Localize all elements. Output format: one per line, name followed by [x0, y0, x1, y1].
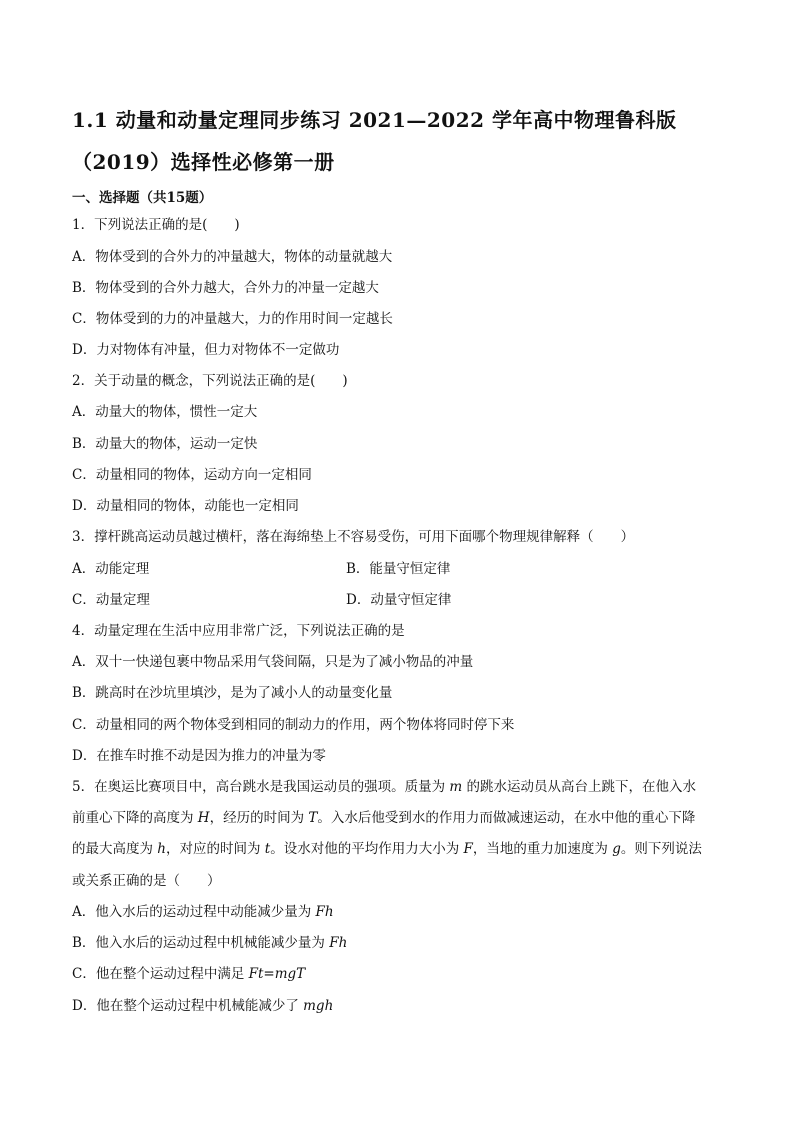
option-text: D．他在整个运动过程中机械能减少了 — [72, 998, 304, 1014]
stem-text: 。设水对他的平均作用力大小为 — [270, 841, 464, 857]
question-5-option-b — [72, 934, 347, 952]
stem-text: ，对应的时间为 — [166, 841, 265, 857]
stem-text: 前重心下降的高度为 — [72, 810, 198, 826]
question-1-stem: 1．下列说法正确的是( ) — [72, 217, 240, 233]
question-2-option-b: B．动量大的物体，运动一定快 — [72, 436, 258, 452]
math-variable: T — [308, 810, 318, 826]
question-5-stem-line-3 — [72, 840, 702, 858]
math-expression: Fh — [329, 935, 348, 951]
math-expression: Fh — [315, 904, 334, 920]
question-1-option-b: B．物体受到的合外力越大，合外力的冲量一定越大 — [72, 280, 379, 296]
question-5-stem-line-2 — [72, 809, 695, 827]
stem-text: ，当地的重力加速度为 — [472, 841, 613, 857]
stem-text: 的跳水运动员从高台上跳下，在他入水 — [462, 779, 696, 795]
question-5-option-d — [72, 997, 333, 1015]
math-variable: t — [264, 841, 271, 857]
question-3-stem: 3．撑杆跳高运动员越过横杆，落在海绵垫上不容易受伤，可用下面哪个物理规律解释（ ） — [72, 529, 635, 545]
question-2-option-c: C．动量相同的物体，运动方向一定相同 — [72, 467, 312, 483]
question-2-option-d: D．动量相同的物体，动能也一定相同 — [72, 498, 299, 514]
question-4-stem: 4．动量定理在生活中应用非常广泛，下列说法正确的是 — [72, 623, 405, 639]
stem-text: 。则下列说法 — [620, 841, 702, 857]
document-title-line1: 1.1 动量和动量定理同步练习 2021—2022 学年高中物理鲁科版 — [72, 108, 677, 132]
option-text: C．他在整个运动过程中满足 — [72, 966, 249, 982]
question-3-option-c: C．动量定理 — [72, 592, 150, 608]
document-title-line2: （2019）选择性必修第一册 — [72, 150, 335, 174]
question-5-option-a — [72, 903, 334, 921]
question-4-option-a: A．双十一快递包裹中物品采用气袋间隔，只是为了减小物品的冲量 — [72, 654, 474, 670]
question-5-stem-line-4 — [72, 872, 221, 890]
question-4-option-c: C．动量相同的两个物体受到相同的制动力的作用，两个物体将同时停下来 — [72, 717, 515, 733]
question-2-option-a: A．动量大的物体，惯性一定大 — [72, 404, 258, 420]
question-1-option-a: A．物体受到的合外力的冲量越大，物体的动量就越大 — [72, 249, 393, 265]
math-variable: g — [612, 841, 621, 857]
question-5-option-c — [72, 965, 305, 983]
question-4-option-b: B．跳高时在沙坑里填沙，是为了减小人的动量变化量 — [72, 685, 393, 701]
math-variable: h — [157, 841, 166, 857]
stem-text: ，经历的时间为 — [209, 810, 309, 826]
option-text: A．他入水后的运动过程中动能减少量为 — [72, 904, 316, 920]
option-text: B．他入水后的运动过程中机械能减少量为 — [72, 935, 330, 951]
math-variable: H — [197, 810, 210, 826]
stem-text: 或关系正确的是（ ） — [72, 873, 221, 889]
question-5-stem-line-1 — [72, 778, 696, 796]
question-3-option-d: D．动量守恒定律 — [346, 592, 452, 608]
question-2-stem: 2．关于动量的概念，下列说法正确的是( ) — [72, 373, 348, 389]
math-expression: Ft=mgT — [248, 966, 306, 982]
question-1-option-d: D．力对物体有冲量，但力对物体不一定做功 — [72, 342, 340, 358]
question-3-option-a: A．动能定理 — [72, 561, 150, 577]
math-expression: mgh — [303, 998, 334, 1014]
stem-text: 的最大高度为 — [72, 841, 158, 857]
question-1-option-c: C．物体受到的力的冲量越大，力的作用时间一定越长 — [72, 311, 393, 327]
stem-text: 5．在奥运比赛项目中，高台跳水是我国运动员的强项。质量为 — [72, 779, 450, 795]
math-variable: F — [463, 841, 473, 857]
section-heading: 一、选择题（共15题） — [72, 190, 213, 206]
math-variable: m — [449, 779, 463, 795]
question-4-option-d: D．在推车时推不动是因为推力的冲量为零 — [72, 748, 326, 764]
stem-text: 。入水后他受到水的作用力而做减速运动，在水中他的重心下降 — [317, 810, 696, 826]
question-3-option-b: B．能量守恒定律 — [346, 561, 451, 577]
